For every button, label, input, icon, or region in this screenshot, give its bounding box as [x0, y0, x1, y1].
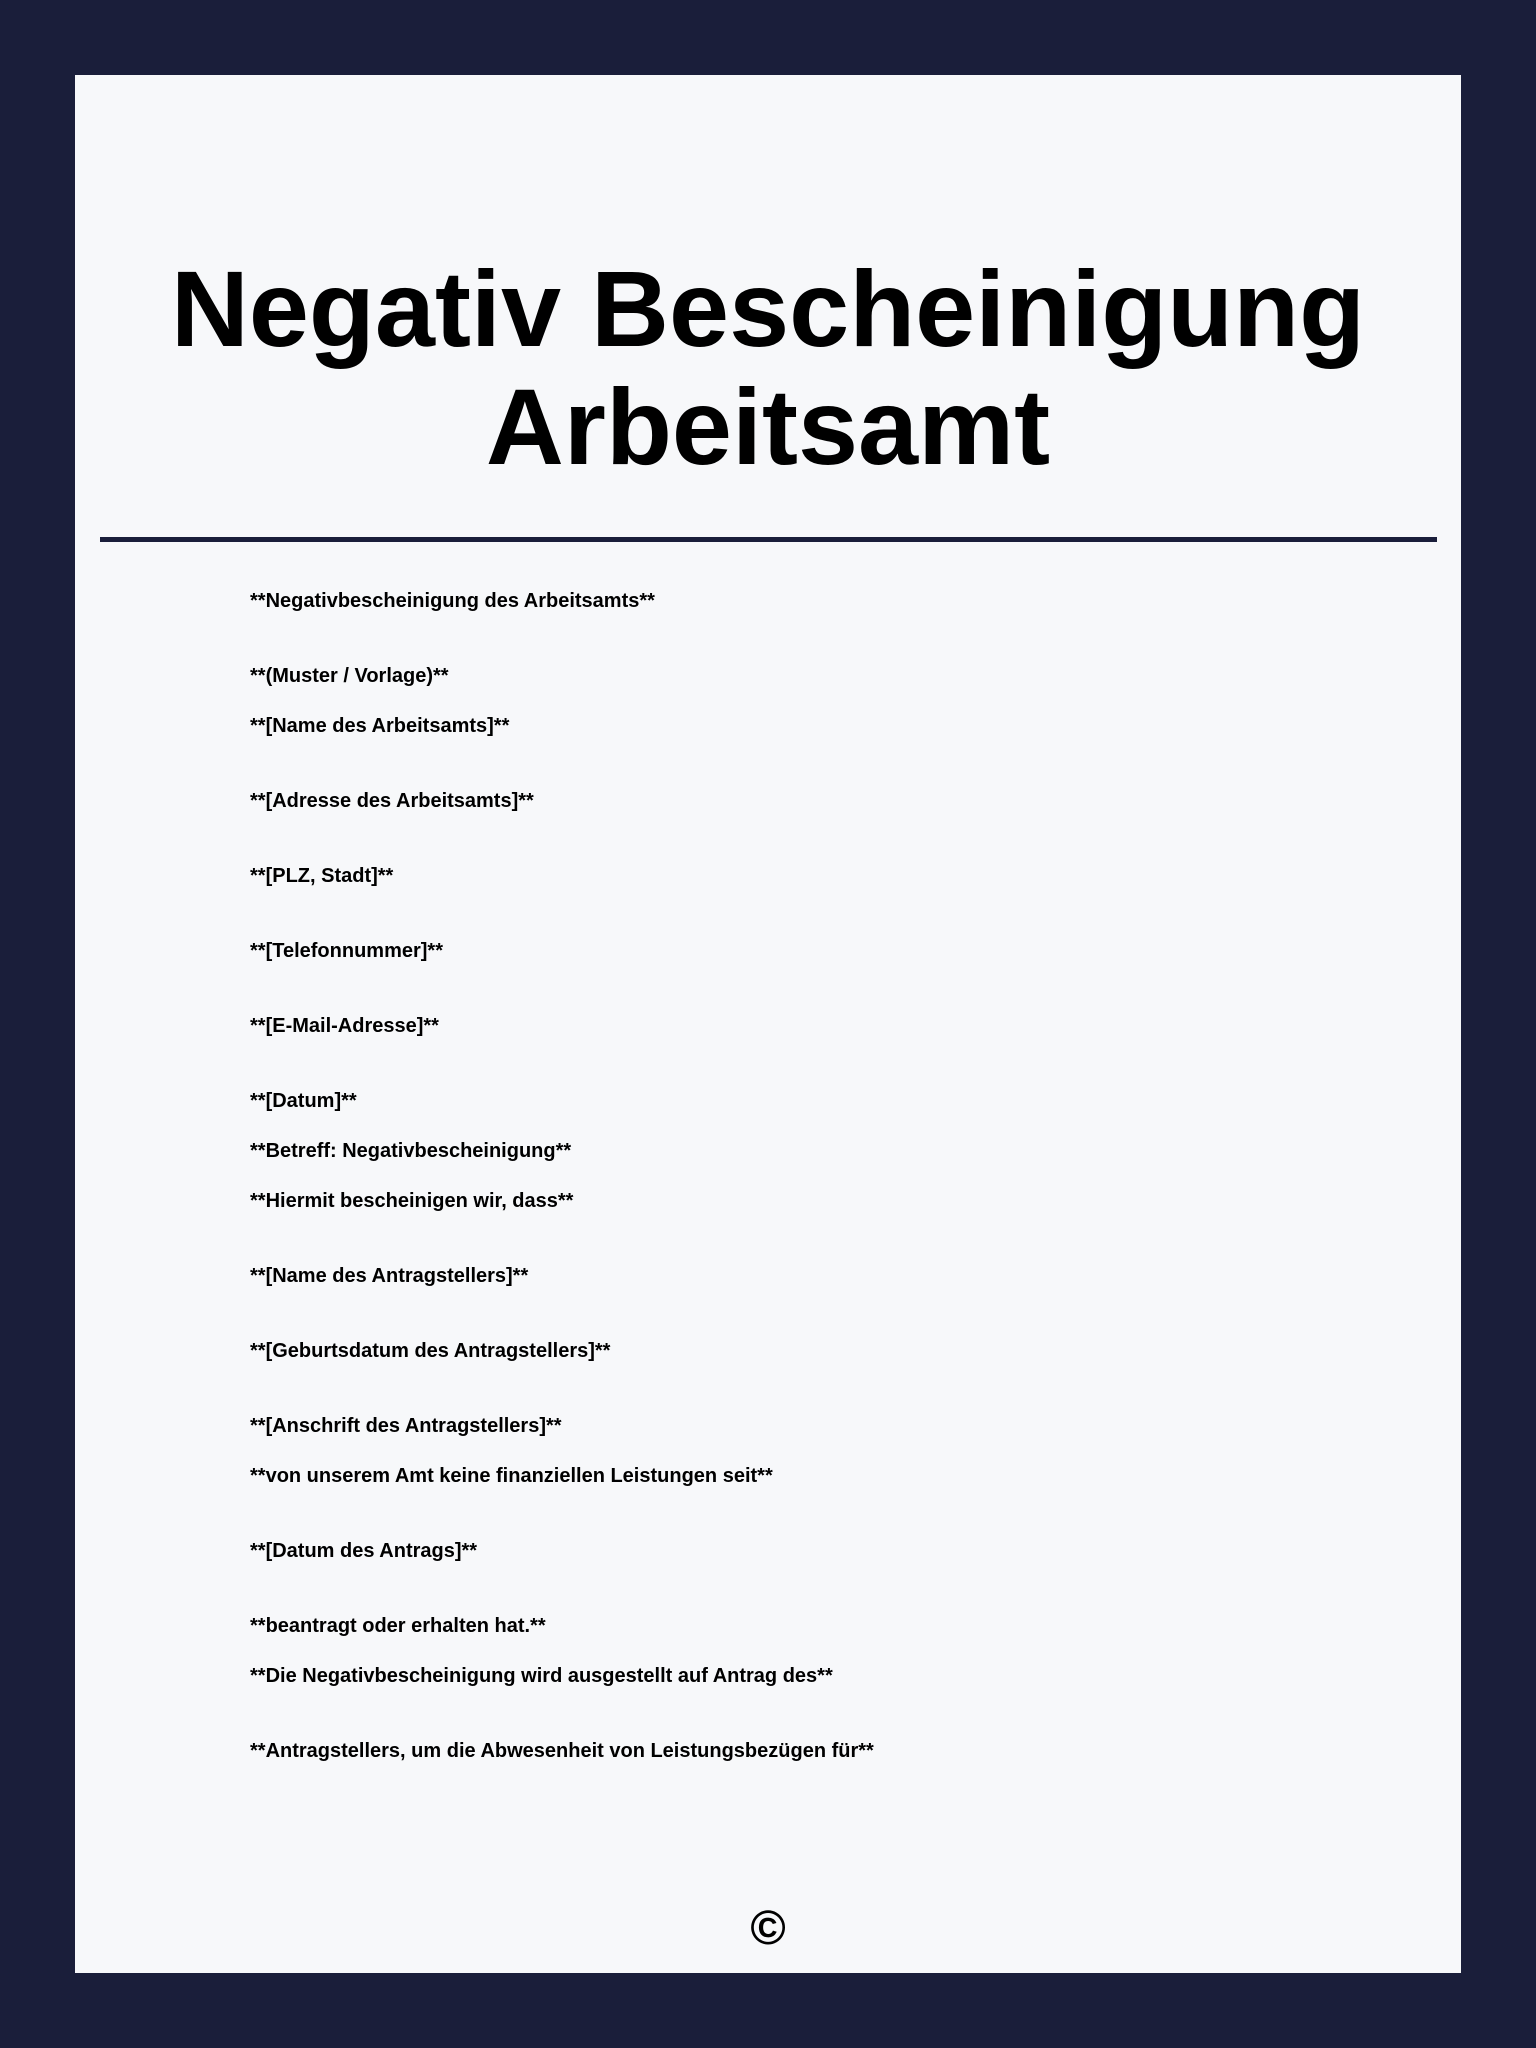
title-line-1: Negativ Bescheinigung	[170, 248, 1366, 369]
copyright-icon: ©	[750, 1902, 786, 1955]
body-line: **[Name des Arbeitsamts]**	[250, 715, 510, 737]
body-line: **beantragt oder erhalten hat.**	[250, 1615, 546, 1637]
title-line-2: Arbeitsamt	[485, 366, 1051, 487]
body-line: **[Name des Antragstellers]**	[250, 1265, 529, 1287]
body-line: **[PLZ, Stadt]**	[250, 865, 394, 887]
body-line: **[Anschrift des Antragstellers]**	[250, 1415, 562, 1437]
body-line: **(Muster / Vorlage)**	[250, 665, 449, 687]
body-line: **von unserem Amt keine finanziellen Leistungen seit**	[250, 1465, 773, 1487]
body-line: **Betreff: Negativbescheinigung**	[250, 1140, 572, 1162]
body-line: **Hiermit bescheinigen wir, dass**	[250, 1190, 574, 1212]
body-line: **[E-Mail-Adresse]**	[250, 1015, 439, 1037]
body-line: **[Adresse des Arbeitsamts]**	[250, 790, 534, 812]
body-line: **[Datum]**	[250, 1090, 357, 1112]
body-line: **Negativbescheinigung des Arbeitsamts**	[250, 590, 655, 612]
body-line: **Antragstellers, um die Abwesenheit von Leistungsbezügen für**	[250, 1740, 874, 1762]
document-title	[75, 250, 1461, 486]
document-page	[75, 75, 1461, 1973]
body-line: **[Datum des Antrags]**	[250, 1540, 478, 1562]
body-line: **[Geburtsdatum des Antragstellers]**	[250, 1340, 611, 1362]
body-line: **[Telefonnummer]**	[250, 940, 443, 962]
body-line: **Die Negativbescheinigung wird ausgestellt auf Antrag des**	[250, 1665, 833, 1687]
title-divider	[100, 537, 1437, 542]
